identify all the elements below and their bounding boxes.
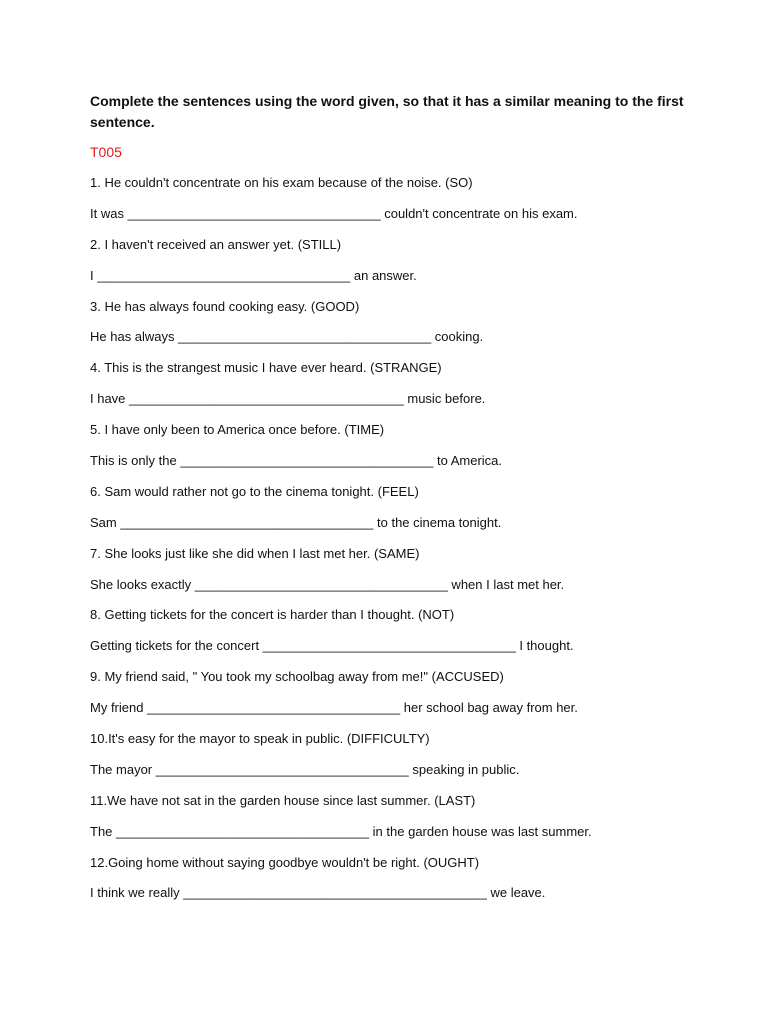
instructions-heading: Complete the sentences using the word given, so that it has a similar meaning to the first sentence. <box>90 93 684 130</box>
item-4-answer-line: I have ______________________________________ music before. <box>90 391 486 407</box>
exercise-list <box>90 173 710 903</box>
item-5-answer-line: This is only the ___________________________________ to America. <box>90 453 503 469</box>
item-4-prompt: 4. This is the strangest music I have ever heard. (STRANGE) <box>90 360 442 376</box>
item-9-answer-line: My friend ___________________________________ her school bag away from her. <box>90 700 578 716</box>
worksheet-page <box>90 91 710 914</box>
item-9-prompt: 9. My friend said, " You took my schoolbag away from me!" (ACCUSED) <box>90 669 504 685</box>
item-8-prompt: 8. Getting tickets for the concert is harder than I thought. (NOT) <box>90 607 455 623</box>
item-12-prompt: 12.Going home without saying goodbye wouldn't be right. (OUGHT) <box>90 854 480 870</box>
item-3-answer-line: He has always ___________________________________ cooking. <box>90 329 484 345</box>
item-2-answer-line: I ___________________________________ an answer. <box>90 267 417 283</box>
item-7-prompt: 7. She looks just like she did when I last met her. (SAME) <box>90 545 420 561</box>
item-7-answer-line: She looks exactly ___________________________________ when I last met her. <box>90 576 565 592</box>
item-10-answer-line: The mayor ___________________________________ speaking in public. <box>90 761 520 777</box>
item-11-prompt: 11.We have not sat in the garden house since last summer. (LAST) <box>90 792 476 808</box>
item-5-prompt: 5. I have only been to America once before. (TIME) <box>90 422 385 438</box>
item-6-answer-line: Sam ___________________________________ to the cinema tonight. <box>90 514 502 530</box>
item-10-prompt: 10.It's easy for the mayor to speak in public. (DIFFICULTY) <box>90 731 430 747</box>
item-3-prompt: 3. He has always found cooking easy. (GOOD) <box>90 298 360 314</box>
item-8-answer-line: Getting tickets for the concert ___________________________________ I thought. <box>90 638 574 654</box>
item-11-answer-line: The ___________________________________ in the garden house was last summer. <box>90 823 592 839</box>
exercise-code: T005 <box>90 144 122 160</box>
item-2-prompt: 2. I haven't received an answer yet. (STILL) <box>90 236 342 252</box>
item-1-answer-line: It was ___________________________________ couldn't concentrate on his exam. <box>90 205 578 221</box>
item-12-answer-line: I think we really __________________________________________ we leave. <box>90 885 546 901</box>
item-6-prompt: 6. Sam would rather not go to the cinema tonight. (FEEL) <box>90 483 419 499</box>
item-1-prompt: 1. He couldn't concentrate on his exam because of the noise. (SO) <box>90 175 473 190</box>
